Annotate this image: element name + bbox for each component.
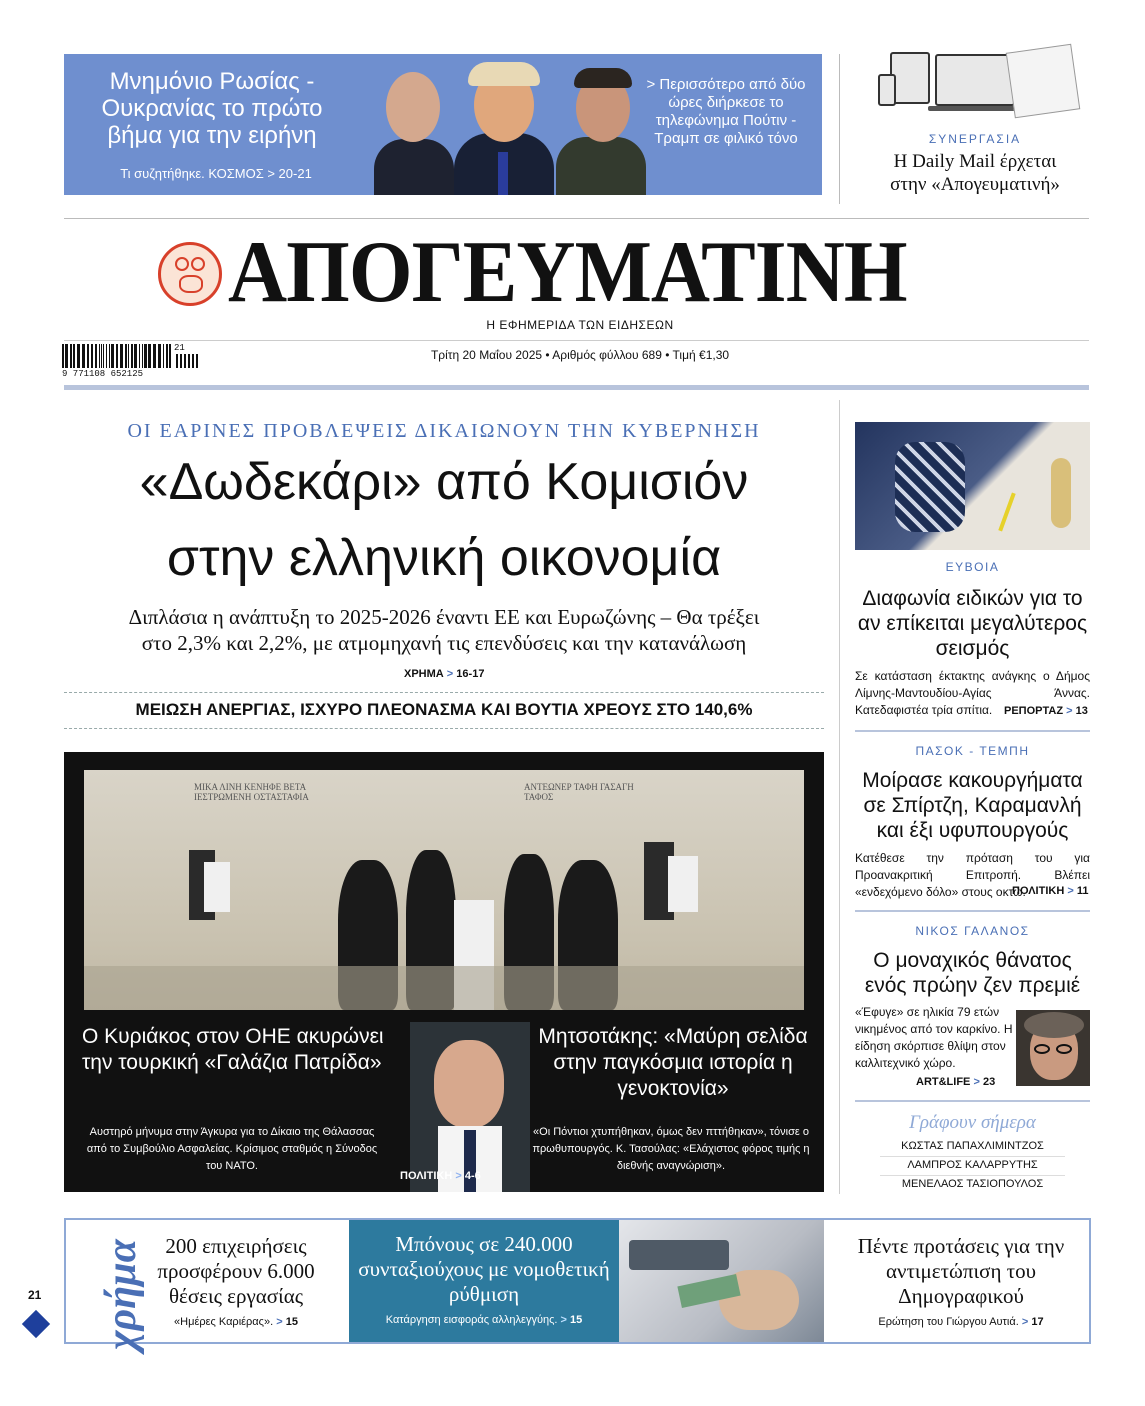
barcode-bar bbox=[62, 344, 64, 368]
barcode-bar bbox=[111, 344, 114, 368]
bottom-1-ref[interactable] bbox=[136, 1316, 336, 1328]
barcode-bar bbox=[131, 344, 133, 368]
sidebar-2-title[interactable]: Μοίρασε κακουργήματα σε Σπίρτζη, Καραμανλή και έξι υφυπουργούς bbox=[862, 769, 1083, 842]
bottom-3-sub: Ερώτηση του Γιώργου Αυτιά. bbox=[878, 1316, 1019, 1328]
lead-ref-section: ΧΡΗΜΑ bbox=[404, 668, 444, 680]
sidebar-3-body: «Έφυγε» σε ηλικία 79 ετών νικημένος από τον καρκίνο. Η είδηση σκόρπισε θλίψη στον καλλιτεχνικό χώρο. bbox=[855, 1005, 1013, 1070]
top-banner[interactable] bbox=[64, 54, 822, 195]
banner-right-text: > Περισσότερο από δύο ώρες διήρκεσε το τηλεφώνημα Πούτιν - Τραμπ σε φιλικό τόνο bbox=[646, 76, 806, 147]
photo-left-body: Αυστηρό μήνυμα στην Άγκυρα για το Δίκαιο της Θάλασσας από το Συμβούλιο Ασφαλείας. Κρίσιμος σταθμός η Σύνοδος του ΝΑΤΟ. bbox=[86, 1126, 378, 1172]
masthead-tagline: Η ΕΦΗΜΕΡΙΔΑ ΤΩΝ ΕΙΔΗΣΕΩΝ bbox=[486, 318, 674, 332]
atm-photo bbox=[619, 1220, 824, 1342]
barcode-issue: 21 bbox=[174, 343, 185, 353]
galanos-photo bbox=[1016, 1010, 1090, 1086]
sidebar-1-ref-section: ΡΕΠΟΡΤΑΖ bbox=[1004, 705, 1064, 717]
mitsotakis-photo bbox=[410, 1022, 530, 1192]
bottom-2-panel[interactable] bbox=[349, 1220, 619, 1342]
barcode-bar bbox=[184, 354, 186, 368]
barcode-bar bbox=[163, 344, 164, 368]
barcode-bar bbox=[134, 344, 137, 368]
barcode-bar bbox=[65, 344, 68, 368]
chrima-brand: χρήμα bbox=[99, 1239, 145, 1350]
barcode bbox=[62, 344, 202, 378]
lead-page-ref[interactable] bbox=[404, 668, 484, 680]
sidebar-1-title[interactable]: Διαφωνία ειδικών για το αν επίκειται μεγαλύτερος σεισμός bbox=[857, 587, 1088, 660]
writer-name[interactable]: ΚΩΣΤΑΣ ΠΑΠΑΧΛΙΜΙΝΤΖΟΣ bbox=[901, 1140, 1044, 1152]
arrow-icon: > bbox=[1066, 705, 1073, 717]
banner-divider bbox=[839, 54, 840, 204]
evia-photo bbox=[855, 422, 1090, 550]
lead-kicker: ΟΙ ΕΑΡΙΝΕΣ ΠΡΟΒΛΕΨΕΙΣ ΔΙΚΑΙΩΝΟΥΝ ΤΗΝ ΚΥΒΕΡΝΗΣΗ bbox=[127, 420, 761, 442]
sidebar-1-ref[interactable] bbox=[1004, 705, 1088, 717]
tomb-unknown-soldier-photo bbox=[84, 770, 804, 1010]
barcode-bar bbox=[142, 344, 143, 368]
barcode-bar bbox=[196, 354, 198, 368]
partnership-line1: Η Daily Mail έρχεται bbox=[893, 151, 1057, 172]
arrow-icon: > bbox=[973, 1076, 980, 1088]
photo-page-ref[interactable] bbox=[400, 1170, 481, 1182]
writer-divider bbox=[880, 1156, 1065, 1157]
barcode-bar bbox=[87, 344, 89, 368]
barcode-number: 9 771108 652125 bbox=[62, 369, 144, 379]
photo-right-body: «Οι Πόντιοι χτυπήθηκαν, όμως δεν πττήθηκαν», τόνισε ο πρωθυπουργός. Κ. Τασούλας: «Ελάχιστος φόρος τιμής η διεθνής αναγνώριση». bbox=[532, 1126, 810, 1172]
bottom-1-sub: «Ημέρες Καριέρας». bbox=[174, 1316, 274, 1328]
barcode-bar bbox=[99, 344, 100, 368]
barcode-bar bbox=[128, 344, 129, 368]
sidebar-3-kicker: ΝΙΚΟΣ ΓΑΛΑΝΟΣ bbox=[915, 924, 1030, 938]
monument-inscription-left: ΜΙΚΑ ΛΙΝΗ ΚΕΝΗΦΕ ΒΕΤΑ ΙΕΣΤΡΩΜΕΝΗ ΟΣΤΑΣΤΑΦΙΑ bbox=[194, 782, 309, 802]
photo-ref-section: ΠΟΛΙΤΙΚΗ bbox=[400, 1170, 453, 1182]
banner-subline: Τι συζητήθηκε. ΚΟΣΜΟΣ > 20-21 bbox=[120, 166, 312, 181]
lead-deck-line1: Διπλάσια η ανάπτυξη το 2025-2026 έναντι ΕΕ και Ευρωζώνης – Θα τρέξει bbox=[128, 605, 760, 629]
partnership-kicker: ΣΥΝΕΡΓΑΣΙΑ bbox=[928, 132, 1022, 146]
arrow-icon: > bbox=[446, 668, 454, 680]
barcode-bar bbox=[70, 344, 72, 368]
masthead-title: ΑΠΟΓΕΥΜΑΤΙΝΗ bbox=[228, 224, 907, 321]
lead-headline-line1[interactable]: «Δωδεκάρι» από Κομισιόν bbox=[139, 453, 749, 511]
photo-right-title[interactable]: Μητσοτάκης: «Μαύρη σελίδα στην παγκόσμια ιστορία η γενοκτονία» bbox=[538, 1025, 808, 1100]
sidebar-3-ref-pages: 23 bbox=[982, 1076, 996, 1088]
arrow-icon: > bbox=[1021, 1316, 1029, 1328]
page-number: 21 bbox=[28, 1288, 42, 1302]
lead-divider bbox=[64, 692, 824, 693]
sidebar-divider bbox=[855, 1100, 1090, 1102]
sidebar-1-body: Σε κατάσταση έκτακτης ανάγκης ο Δήμος Λίμνης-Μαντουδίου-Αγίας Άννας. Κατεδαφιστέα τρία σπίτια. bbox=[855, 669, 1090, 717]
barcode-bar bbox=[106, 344, 107, 368]
barcode-bar bbox=[148, 344, 151, 368]
bottom-2-sub: Κατάργηση εισφοράς αλληλεγγύης. bbox=[385, 1314, 558, 1326]
barcode-bar bbox=[144, 344, 147, 368]
owl-logo-icon bbox=[158, 242, 222, 306]
sidebar-2-ref[interactable] bbox=[1012, 885, 1088, 897]
barcode-bar bbox=[139, 344, 140, 368]
sidebar-3-ref-section: ART&LIFE bbox=[916, 1076, 971, 1088]
lead-subbar: ΜΕΙΩΣΗ ΑΝΕΡΓΙΑΣ, ΙΣΧΥΡΟ ΠΛΕΟΝΑΣΜΑ ΚΑΙ ΒΟΥΤΙΑ ΧΡΕΟΥΣ ΣΤΟ 140,6% bbox=[135, 700, 753, 719]
lead-divider-bottom bbox=[64, 728, 824, 729]
lead-deck-line2: στο 2,3% και 2,2%, με ατμομηχανή τις επενδύσεις και την κατανάλωση bbox=[141, 631, 747, 655]
barcode-bar bbox=[73, 344, 75, 368]
column-divider bbox=[839, 400, 840, 1194]
masthead-bottom-rule bbox=[64, 385, 1089, 390]
bottom-3-title[interactable]: Πέντε προτάσεις για την αντιμετώπιση του Δημογραφικού bbox=[857, 1234, 1065, 1308]
lead-headline-line2[interactable]: στην ελληνική οικονομία bbox=[166, 529, 722, 587]
barcode-bar bbox=[82, 344, 85, 368]
lead-ref-pages: 16-17 bbox=[456, 668, 485, 680]
barcode-bar bbox=[188, 354, 190, 368]
barcode-bar bbox=[153, 344, 156, 368]
arrow-icon: > bbox=[1067, 885, 1074, 897]
writer-name[interactable]: ΜΕΝΕΛΑΟΣ ΤΑΣΙΟΠΟΥΛΟΣ bbox=[901, 1178, 1044, 1190]
arrow-icon: > bbox=[455, 1170, 462, 1182]
bottom-2-pages: 15 bbox=[570, 1314, 583, 1326]
partnership-box[interactable] bbox=[860, 44, 1090, 204]
barcode-bar bbox=[166, 344, 168, 368]
barcode-bar bbox=[116, 344, 118, 368]
partnership-line2: στην «Απογευματινή» bbox=[890, 174, 1060, 195]
sidebar-1-ref-pages: 13 bbox=[1075, 705, 1088, 717]
bottom-1-pages: 15 bbox=[285, 1316, 298, 1328]
barcode-bar bbox=[109, 344, 110, 368]
writers-title: Γράφουν σήμερα bbox=[909, 1112, 1036, 1133]
barcode-bar bbox=[101, 344, 102, 368]
barcode-bar bbox=[192, 354, 194, 368]
sidebar-2-kicker: ΠΑΣΟΚ - ΤΕΜΠΗ bbox=[915, 744, 1030, 758]
barcode-bar bbox=[77, 344, 80, 368]
barcode-bar bbox=[120, 344, 123, 368]
writer-divider bbox=[880, 1175, 1065, 1176]
bottom-3-ref[interactable] bbox=[836, 1316, 1086, 1328]
sidebar-2-ref-section: ΠΟΛΙΤΙΚΗ bbox=[1012, 885, 1065, 897]
sidebar-1-kicker: ΕΥΒΟΙΑ bbox=[945, 560, 1000, 574]
bottom-strip bbox=[64, 1218, 1091, 1350]
bottom-2-title: Μπόνους σε 240.000 συνταξιούχους με νομοθετική ρύθμιση bbox=[358, 1232, 610, 1306]
sidebar-2-ref-pages: 11 bbox=[1076, 885, 1089, 897]
sidebar-divider bbox=[855, 910, 1090, 912]
barcode-bar bbox=[176, 354, 178, 368]
leaders-photo bbox=[364, 54, 664, 195]
barcode-bar bbox=[95, 344, 97, 368]
bottom-3-pages: 17 bbox=[1031, 1316, 1044, 1328]
masthead-rule bbox=[64, 340, 1089, 341]
dateline: Τρίτη 20 Μαΐου 2025 • Αριθμός φύλλου 689 • Τιμή €1,30 bbox=[430, 348, 730, 362]
devices-illustration bbox=[860, 44, 1090, 124]
photo-story[interactable] bbox=[64, 752, 824, 1192]
writer-name[interactable]: ΛΑΜΠΡΟΣ ΚΑΛΑΡΡΥΤΗΣ bbox=[907, 1159, 1038, 1171]
sidebar-2-body: Κατέθεσε την πρόταση του για Προανακριτική Επιτροπή. Βλέπει «ενδεχόμενο δόλο» στους οκτώ. bbox=[855, 851, 1090, 899]
banner-headline: Μνημόνιο Ρωσίας - Ουκρανίας το πρώτο βήμα για την ειρήνη bbox=[101, 68, 323, 149]
bottom-2-ref bbox=[354, 1314, 614, 1326]
diamond-icon bbox=[22, 1310, 50, 1338]
photo-left-title[interactable]: Ο Κυριάκος στον ΟΗΕ ακυρώνει την τουρκική «Γαλάζια Πατρίδα» bbox=[82, 1025, 384, 1074]
barcode-bar bbox=[91, 344, 93, 368]
arrow-icon: > bbox=[560, 1314, 567, 1326]
photo-ref-pages: 4-6 bbox=[464, 1170, 481, 1182]
barcode-bar bbox=[103, 344, 104, 368]
barcode-bar bbox=[169, 344, 171, 368]
barcode-bar bbox=[158, 344, 161, 368]
masthead-top-rule bbox=[64, 218, 1089, 219]
sidebar-3-ref[interactable] bbox=[916, 1076, 995, 1088]
arrow-icon: > bbox=[276, 1316, 283, 1328]
bottom-1-title[interactable]: 200 επιχειρήσεις προσφέρουν 6.000 θέσεις εργασίας bbox=[157, 1234, 315, 1308]
barcode-bar bbox=[125, 344, 127, 368]
sidebar-3-title[interactable]: Ο μοναχικός θάνατος ενός πρώην ζεν πρεμιέ bbox=[864, 949, 1081, 997]
monument-inscription-right: ΑΝΤΕΩΝΕΡ ΤΑΦΗ ΓΑΣΑΓΗ ΤΑΦΟΣ bbox=[524, 782, 634, 802]
sidebar-divider bbox=[855, 730, 1090, 732]
barcode-bar bbox=[180, 354, 182, 368]
